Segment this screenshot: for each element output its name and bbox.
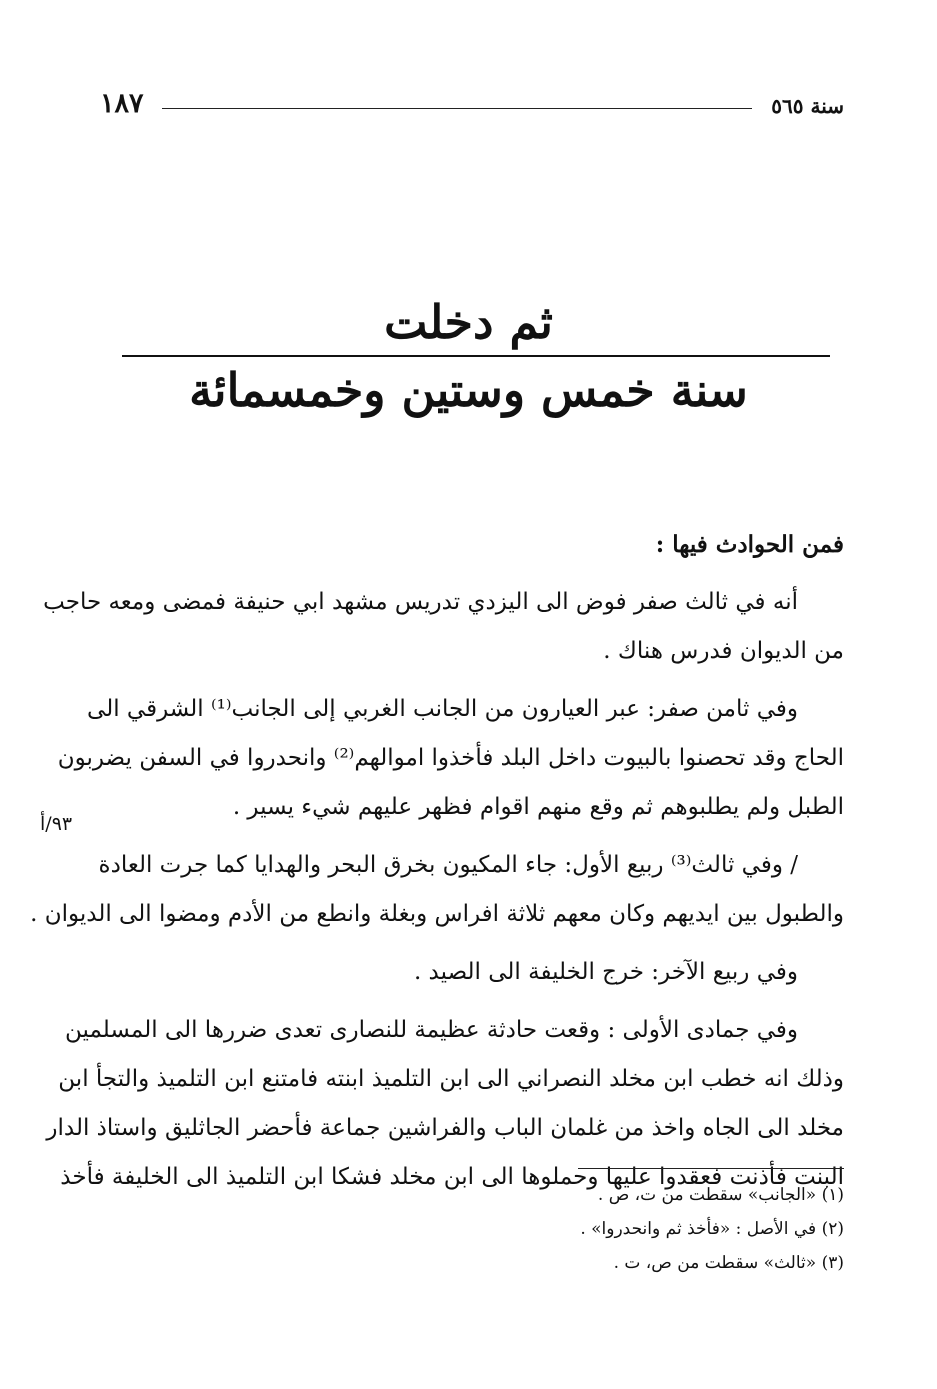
paragraph-1-line-2: من الديوان فدرس هناك . — [603, 638, 844, 664]
footnote-1: (١) «الجانب» سقطت من ت، ص . — [597, 1185, 844, 1205]
paragraph-5-line-1: وفي جمادى الأولى : وقعت حادثة عظيمة للنصارى تعدى ضررها الى المسلمين — [65, 1017, 798, 1043]
chapter-heading-line2: سنة خمس وستين وخمسمائة — [189, 363, 748, 417]
paragraph-4-line-1: وفي ربيع الآخر: خرج الخليفة الى الصيد . — [413, 959, 798, 985]
paragraph-5-line-2: وذلك انه خطب ابن مخلد النصراني الى ابن التلميذ ابنته فامتنع ابن التلميذ والتجأ ابن — [58, 1066, 844, 1092]
footnote-divider — [578, 1168, 844, 1169]
paragraph-5-line-4: البنت فأذنت فعقدوا عليها وحملوها الى ابن مخلد فشكا ابن التلميذ الى الخليفة فأخذ — [60, 1164, 844, 1190]
intro-line: فمن الحوادث فيها : — [655, 531, 844, 558]
page-number: ١٨٧ — [100, 88, 144, 119]
footnotes — [100, 1178, 844, 1280]
paragraph-5-line-3: مخلد الى الجاه واخذ من غلمان الباب والفراشين جماعة فأحضر الجاثليق واستاذ الدار — [46, 1115, 844, 1141]
paragraph-2-line-1: وفي ثامن صفر: عبر العيارون من الجانب الغربي إلى الجانب⁽¹⁾ الشرقي الى — [87, 696, 798, 722]
folio-margin-note: ٩٣/أ — [40, 813, 73, 835]
paragraph-3-line-2: والطبول بين ايديهم وكان معهم ثلاثة افراس وبغلة وانطع من الأدم ومضوا الى الديوان . — [30, 901, 844, 927]
paragraph-3-line-1: / وفي ثالث⁽³⁾ ربيع الأول: جاء المكيون بخرق البحر والهدايا كما جرت العادة — [98, 852, 798, 878]
running-header — [100, 88, 844, 124]
paragraph-2-line-3: الطبل ولم يطلبوهم ثم وقع منهم اقوام فظهر عليهم شيء يسير . — [232, 794, 844, 820]
paragraph-2-line-2: الحاج وقد تحصنوا بالبيوت داخل البلد فأخذوا اموالهم⁽²⁾ وانحدروا في السفن يضربون — [57, 745, 844, 771]
year-label: سنة ٥٦٥ — [771, 94, 844, 118]
header-rule — [162, 108, 752, 109]
heading-divider — [122, 355, 830, 357]
footnote-2: (٢) في الأصل : «فأخذ ثم وانحدروا» . — [580, 1219, 844, 1239]
chapter-heading-line1: ثم دخلت — [384, 295, 553, 349]
paragraph-1-line-1: أنه في ثالث صفر فوض الى اليزدي تدريس مشهد ابي حنيفة فمضى ومعه حاجب — [43, 589, 798, 615]
footnote-3: (٣) «ثالث» سقطت من ص، ت . — [613, 1253, 844, 1273]
